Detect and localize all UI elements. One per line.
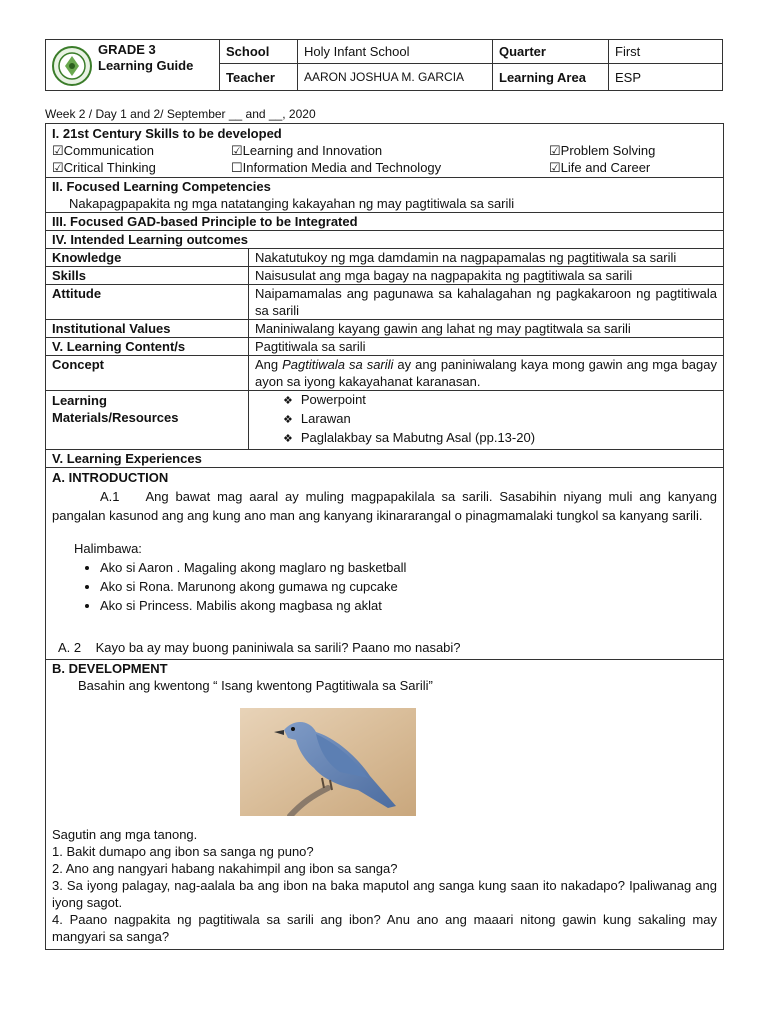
a1-text: Ang bawat mag aaral ay muling magpapakilala sa sarili. Sasabihin niyang muli ang kanyang pangalan kasunod ang ang kung ano man ang kanyang ikinararangal o pinagmamalaki tungkol sa kanyang sarili. <box>52 489 717 523</box>
question-item: 4. Paano nagpakita ng pagtitiwala sa sarili ang ibon? Anu ano ang maaari nitong gawin kung sakaling may mangyari sa sanga? <box>52 912 717 944</box>
a1-paragraph <box>52 487 717 525</box>
quarter-label: Quarter <box>493 40 609 64</box>
materials-label-line2: Materials/Resources <box>52 410 179 425</box>
question-item: 2. Ano ang nangyari habang nakahimpil ang ibon sa sanga? <box>52 861 398 876</box>
skill-media-technology: ☐Information Media and Technology <box>231 160 442 175</box>
knowledge-text: Nakatutukoy ng mga damdamin na nagpapamalas ng pagtitiwala sa sarili <box>255 250 677 265</box>
concept-text <box>249 356 723 390</box>
example-item: • Ako si Rona. Marunong akong gumawa ng cupcake <box>100 577 717 596</box>
gad-heading: III. Focused GAD-based Principle to be Integrated <box>46 213 723 231</box>
development-heading: B. DEVELOPMENT <box>52 661 168 676</box>
material-item: ❖ Powerpoint <box>283 391 717 410</box>
materials-label <box>46 391 249 449</box>
header-table <box>45 39 723 91</box>
experiences-heading: V. Learning Experiences <box>46 450 723 468</box>
example-item: • Ako si Princess. Mabilis akong magbasa ng aklat <box>100 596 717 615</box>
a2-question: A. 2 Kayo ba ay may buong paniniwala sa sarili? Paano mo nasabi? <box>58 640 461 655</box>
concept-row <box>46 356 723 391</box>
development-instruction: Basahin ang kwentong “ Isang kwentong Pagtitiwala sa Sarili” <box>78 678 433 693</box>
school-label: School <box>220 40 298 64</box>
concept-post: ay ang paniniwalang kaya mong gawin ang mga bagay ayon sa iyong kakayahanat karanasan. <box>255 357 717 389</box>
knowledge-label: Knowledge <box>46 249 249 266</box>
knowledge-row <box>46 249 723 267</box>
attitude-row <box>46 285 723 320</box>
skills-label: Skills <box>46 267 249 284</box>
introduction-heading: A. INTRODUCTION <box>52 470 169 485</box>
skill-critical-thinking: ☑Critical Thinking <box>52 160 156 175</box>
concept-label: Concept <box>46 356 249 390</box>
questions-intro: Sagutin ang mga tanong. <box>52 827 198 842</box>
grade-label: GRADE 3 <box>98 42 156 57</box>
values-text: Maniniwalang kayang gawin ang lahat ng may pagtitwala sa sarili <box>255 321 631 336</box>
area-label: Learning Area <box>493 64 609 91</box>
header-logo-cell <box>46 40 220 91</box>
week-line: Week 2 / Day 1 and 2/ September __ and __, 2020 <box>45 107 316 121</box>
example-list <box>52 558 717 615</box>
teacher-label: Teacher <box>220 64 298 91</box>
school-value: Holy Infant School <box>298 40 493 64</box>
competencies-text: Nakapagpapakita ng mga natatanging kakayahan ng may pagtitiwala sa sarili <box>69 196 515 211</box>
content-row <box>46 338 723 356</box>
example-item: • Ako si Aaron . Magaling akong maglaro ng basketball <box>100 558 717 577</box>
attitude-label: Attitude <box>46 285 249 319</box>
attitude-text: Naipamamalas ang pagunawa sa kahalagahan ng pagkakaroon ng pagtitiwala sa sarili <box>255 286 717 318</box>
question-item: 1. Bakit dumapo ang ibon sa sanga ng puno? <box>52 844 314 859</box>
skill-life-career: ☑Life and Career <box>549 160 651 175</box>
bird-on-branch-image <box>240 708 416 816</box>
concept-pre: Ang <box>255 357 283 372</box>
question-item: 3. Sa iyong palagay, nag-aalala ba ang ibon na baka maputol ang sanga kung saan ito nakadapo? Ipaliwanag ang iyong sagot. <box>52 878 717 910</box>
skills-heading: I. 21st Century Skills to be developed <box>52 126 282 141</box>
skill-problem-solving: ☑Problem Solving <box>549 143 656 158</box>
teacher-value: AARON JOSHUA M. GARCIA <box>298 64 493 91</box>
a1-number: A.1 <box>100 489 120 504</box>
materials-list <box>255 391 717 448</box>
competencies-heading: II. Focused Learning Competencies <box>52 179 271 194</box>
quarter-value: First <box>609 40 723 64</box>
concept-italic: Pagtitiwala sa sarili <box>282 357 394 372</box>
materials-label-line1: Learning <box>52 393 107 408</box>
content-value: Pagtitiwala sa sarili <box>255 339 366 354</box>
skill-learning-innovation: ☑Learning and Innovation <box>231 143 383 158</box>
material-item: ❖ Larawan <box>283 410 717 429</box>
values-row <box>46 320 723 338</box>
content-heading: V. Learning Content/s <box>46 338 249 355</box>
outcomes-heading: IV. Intended Learning outcomes <box>46 231 723 249</box>
school-logo-icon <box>52 46 92 86</box>
materials-list-cell <box>249 391 723 449</box>
learning-guide-table <box>45 123 724 950</box>
materials-row <box>46 391 723 450</box>
guide-label: Learning Guide <box>98 58 194 73</box>
material-item: ❖ Paglalakbay sa Mabutng Asal (pp.13-20) <box>283 429 717 448</box>
area-value: ESP <box>609 64 723 91</box>
introduction-section <box>46 468 723 660</box>
skills-text: Naisusulat ang mga bagay na nagpapakita ng pagtitiwala sa sarili <box>255 268 633 283</box>
skills-section <box>46 124 723 178</box>
skill-communication: ☑Communication <box>52 143 154 158</box>
competencies-section <box>46 178 723 213</box>
skills-row <box>46 267 723 285</box>
example-label: Halimbawa: <box>74 541 142 556</box>
development-section <box>46 660 723 949</box>
values-label: Institutional Values <box>46 320 249 337</box>
